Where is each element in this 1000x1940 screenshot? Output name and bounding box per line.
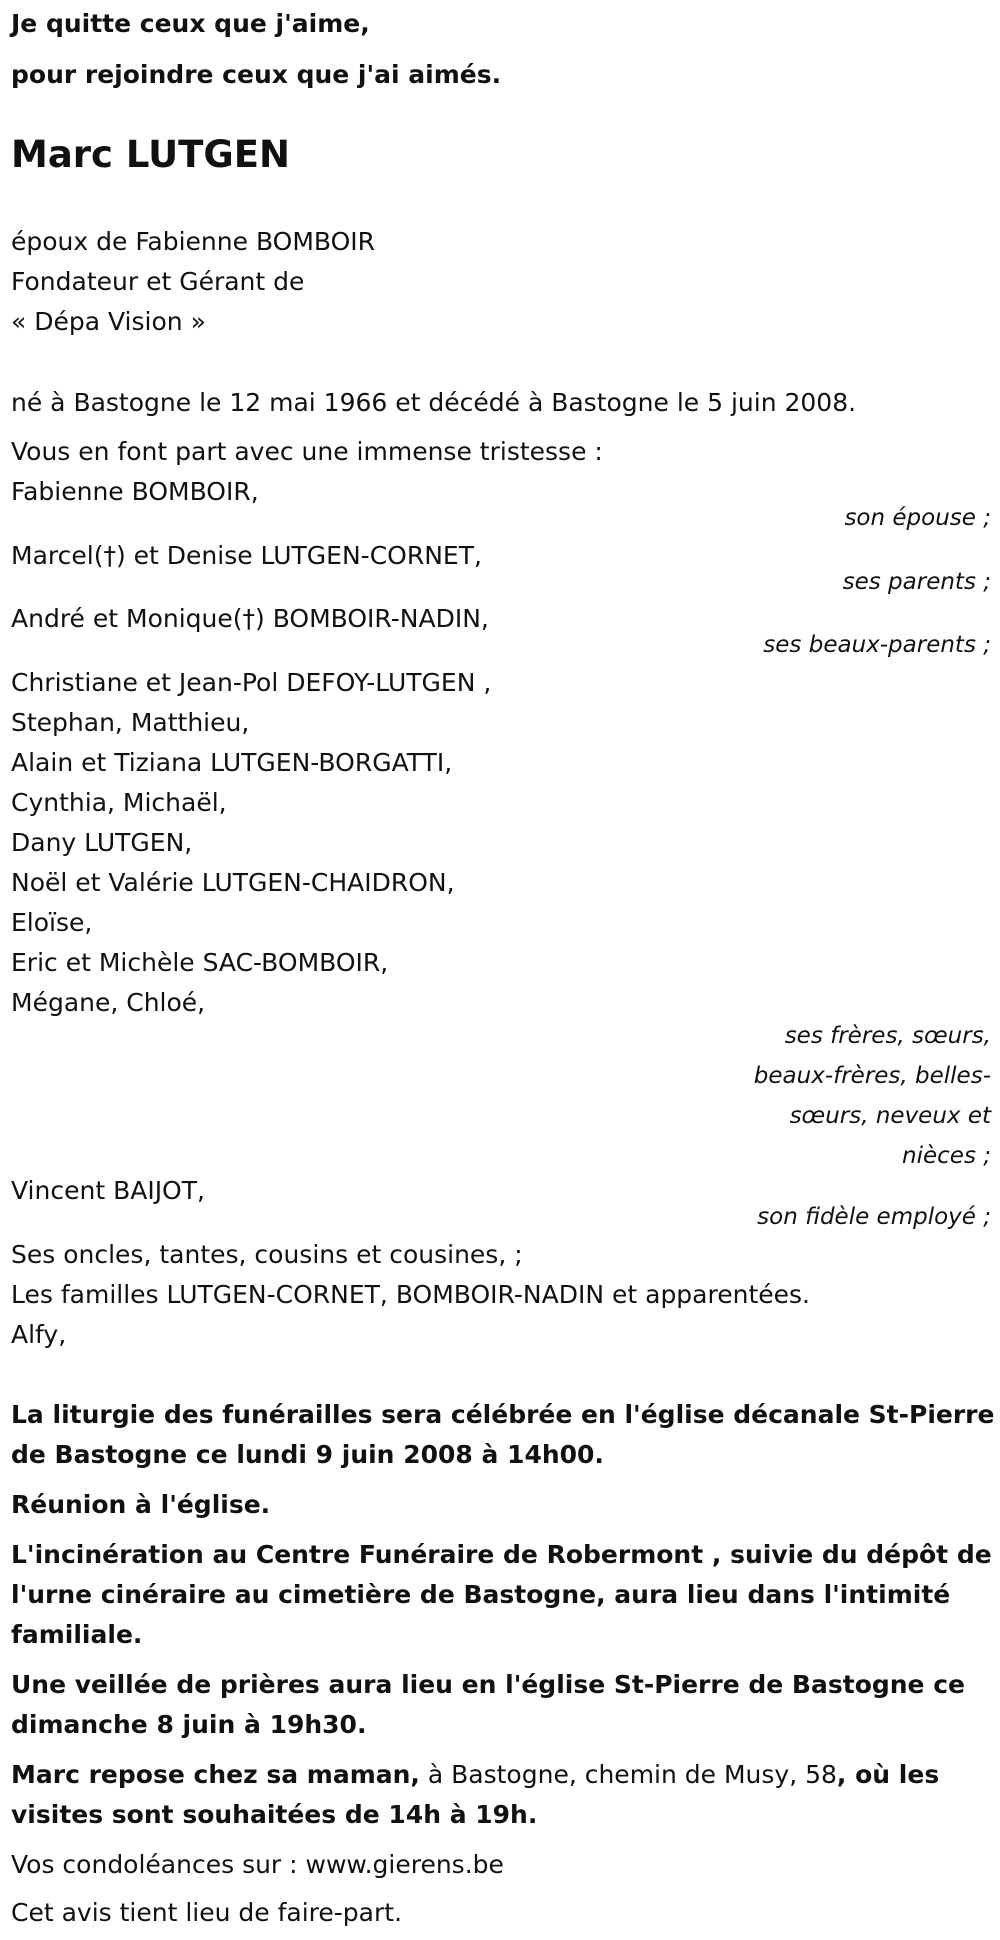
notice-line: Cet avis tient lieu de faire-part. — [11, 1898, 403, 1927]
family-name: Fabienne BOMBOIR, — [11, 477, 259, 506]
family-name: Stephan, Matthieu, — [11, 708, 250, 737]
role-line: Fondateur et Gérant de — [11, 267, 305, 296]
family-name: Alain et Tiziana LUTGEN-BORGATTI, — [11, 748, 453, 777]
liturgy-line-1: La liturgie des funérailles sera célébrée en l'église décanale St-Pierre — [11, 1400, 995, 1429]
reunion-line: Réunion à l'église. — [11, 1490, 271, 1519]
incineration-line-3: familiale. — [11, 1620, 143, 1649]
family-name: Eloïse, — [11, 908, 93, 937]
family-relation: son fidèle employé ; — [757, 1204, 991, 1230]
liturgy-line-2: de Bastogne ce lundi 9 juin 2008 à 14h00. — [11, 1440, 604, 1469]
rest-bold-b: , où les — [836, 1760, 940, 1789]
epigraph-line-2: pour rejoindre ceux que j'ai aimés. — [11, 60, 502, 89]
family-name: Dany LUTGEN, — [11, 828, 193, 857]
others-line: Ses oncles, tantes, cousins et cousines, ; — [11, 1240, 523, 1269]
family-name: Christiane et Jean-Pol DEFOY-LUTGEN , — [11, 668, 492, 697]
family-name: Noël et Valérie LUTGEN-CHAIDRON, — [11, 868, 455, 897]
family-name: Vincent BAIJOT, — [11, 1176, 205, 1205]
family-name: Mégane, Chloé, — [11, 988, 206, 1017]
condolences-line: Vos condoléances sur : www.gierens.be — [11, 1850, 504, 1879]
vigil-line-1: Une veillée de prières aura lieu en l'église St-Pierre de Bastogne ce — [11, 1670, 965, 1699]
family-name: André et Monique(†) BOMBOIR-NADIN, — [11, 604, 489, 633]
rest-line-2: visites sont souhaitées de 14h à 19h. — [11, 1800, 538, 1829]
deceased-name: Marc LUTGEN — [11, 133, 290, 176]
family-relation: ses parents ; — [842, 569, 991, 595]
incineration-line-2: l'urne cinéraire au cimetière de Bastogne, aura lieu dans l'intimité — [11, 1580, 951, 1609]
family-relation: ses beaux-parents ; — [763, 632, 991, 658]
birth-death-line: né à Bastogne le 12 mai 1966 et décédé à Bastogne le 5 juin 2008. — [11, 388, 857, 417]
family-relation: son épouse ; — [844, 505, 991, 531]
spouse-line: époux de Fabienne BOMBOIR — [11, 227, 376, 256]
family-name: Cynthia, Michaël, — [11, 788, 227, 817]
rest-address: à Bastogne, chemin de Musy, 58 — [419, 1760, 837, 1789]
epigraph-line-1: Je quitte ceux que j'aime, — [11, 9, 370, 38]
others-line: Alfy, — [11, 1320, 67, 1349]
rest-line-1 — [11, 1755, 939, 1795]
vigil-line-2: dimanche 8 juin à 19h30. — [11, 1710, 367, 1739]
announcement-intro: Vous en font part avec une immense tristesse : — [11, 437, 603, 466]
others-line: Les familles LUTGEN-CORNET, BOMBOIR-NADIN et apparentées. — [11, 1280, 810, 1309]
company-line: « Dépa Vision » — [11, 307, 206, 336]
family-relation: ses frères, sœurs, beaux-frères, belles-sœurs, neveux et nièces ; — [753, 1023, 991, 1169]
incineration-line-1: L'incinération au Centre Funéraire de Robermont , suivie du dépôt de — [11, 1540, 992, 1569]
family-name: Eric et Michèle SAC-BOMBOIR, — [11, 948, 389, 977]
rest-bold-a: Marc repose chez sa maman, — [11, 1760, 420, 1789]
family-name: Marcel(†) et Denise LUTGEN-CORNET, — [11, 541, 482, 570]
